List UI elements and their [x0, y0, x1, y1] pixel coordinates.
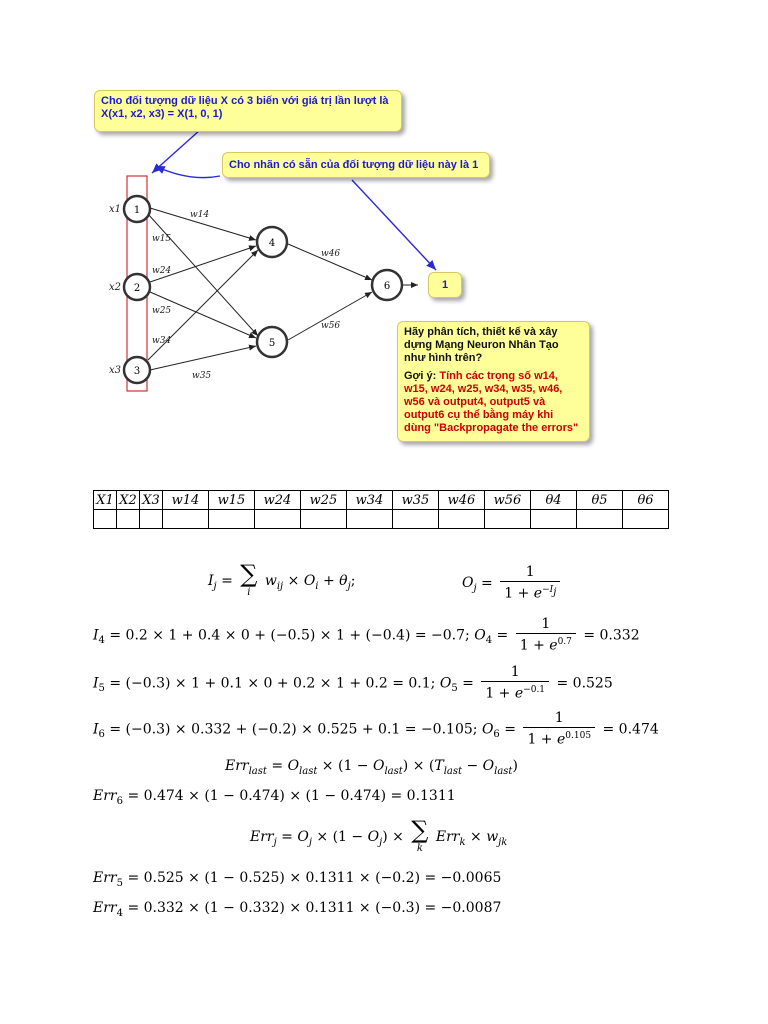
- svg-text:4: 4: [268, 238, 276, 249]
- equation-err6: Err$_6$ = 0.474 × (1 − 0.474) × (1 − 0.474) = 0.1311: [93, 788, 456, 807]
- svg-text:6: 6: [383, 281, 391, 292]
- node-1: [124, 196, 150, 222]
- table-cell: [347, 510, 393, 529]
- err6-body: = 0.474 × (1 − 0.474) × (1 − 0.474) = 0.1311: [127, 788, 456, 804]
- table-header: θ6: [623, 491, 669, 510]
- table-header-row: [94, 491, 669, 510]
- table-header: w25: [301, 491, 347, 510]
- table-header: w35: [393, 491, 439, 510]
- hint-prefix: Gợi ý:: [404, 370, 437, 382]
- o4-result: = 0.332: [583, 627, 640, 644]
- svg-text:1: 1: [133, 205, 141, 216]
- table-cell: [94, 510, 117, 529]
- table-header: w34: [347, 491, 393, 510]
- output-value-text: 1: [441, 279, 449, 291]
- formula-err-last: $Err_{last} = O_{last} \times (1 - O_{last}) \times (T_{last} - O_{last})$: [225, 758, 518, 777]
- table-cell: [485, 510, 531, 529]
- i5-body: = (−0.3) × 1 + 0.1 × 0 + 0.2 × 1 + 0.2 = 0.1;: [109, 675, 436, 692]
- o6-result: = 0.474: [602, 721, 659, 738]
- node-6: [372, 270, 402, 300]
- table-header: X1: [94, 491, 117, 510]
- table-header: w15: [209, 491, 255, 510]
- table-cell: [393, 510, 439, 529]
- i4-body: = 0.2 × 1 + 0.4 × 0 + (−0.5) × 1 + (−0.4) = −0.7;: [109, 627, 470, 644]
- table-header: θ5: [577, 491, 623, 510]
- formula-ij: $I_j$ = ∑ i $w_{ij} \times O_i + \theta_j$;: [208, 560, 356, 598]
- table-cell: [209, 510, 255, 529]
- table-cell: [439, 510, 485, 529]
- equation-err5: Err$_5$ = 0.525 × (1 − 0.525) × 0.1311 × (−0.2) = −0.0065: [93, 870, 502, 889]
- node-5: [257, 327, 287, 357]
- weight-label-w15: w15: [152, 234, 172, 244]
- formula-oj: $O_j$ = $\frac{1}{1 + e^{-I_j}}$: [462, 564, 563, 603]
- err4-body: = 0.332 × (1 − 0.332) × 0.1311 × (−0.3) = −0.0087: [127, 900, 502, 916]
- hint-text: Tính các trọng số w14, w15, w24, w25, w34, w35, w46, w56 và output4, output5 và output6 cụ thể bằng máy khi dùng "Backpropagate the errors": [404, 370, 579, 434]
- label-info-text: Cho nhãn có sẵn của đối tượng dữ liệu này là 1: [229, 159, 479, 171]
- table-cell: [623, 510, 669, 529]
- node-2: [124, 274, 150, 300]
- data-object-callout: [94, 90, 402, 132]
- table-header: w56: [485, 491, 531, 510]
- equation-err4: Err$_4$ = 0.332 × (1 − 0.332) × 0.1311 × (−0.3) = −0.0087: [93, 900, 502, 919]
- neural-network-diagram: [0, 0, 768, 470]
- table-header: w14: [163, 491, 209, 510]
- formula-err-j: $Err_j = O_j \times (1 - O_j)$ × ∑ k $Err_k \times w_{jk}$: [250, 816, 508, 854]
- weight-label-w46: w46: [321, 249, 341, 259]
- equation-i6-o6: $I_6 = (-0.3) \times 0.332 + (-0.2) \times 0.525 + 0.1 = -0.105$; $O_6$ = $\frac{1}{1 + e^{0.105}}$ = 0.474: [93, 710, 659, 748]
- weight-label-w14: w14: [190, 210, 210, 220]
- table-header: w24: [255, 491, 301, 510]
- table-header: X3: [140, 491, 163, 510]
- label-info-callout: [222, 152, 490, 178]
- task-callout: [397, 321, 590, 442]
- input-label-x1: x1: [109, 204, 122, 215]
- parameter-table: [93, 490, 669, 529]
- err5-body: = 0.525 × (1 − 0.525) × 0.1311 × (−0.2) = −0.0065: [127, 870, 502, 886]
- svg-text:5: 5: [268, 338, 276, 349]
- table-header: θ4: [531, 491, 577, 510]
- table-cell: [163, 510, 209, 529]
- o5-result: = 0.525: [556, 675, 613, 692]
- input-label-x2: x2: [109, 282, 122, 293]
- table-cell: [255, 510, 301, 529]
- output-value-box: [428, 272, 462, 298]
- weight-label-w35: w35: [192, 371, 212, 381]
- table-cell: [531, 510, 577, 529]
- node-3: [124, 357, 150, 383]
- equation-i4-o4: $I_4 = 0.2 \times 1 + 0.4 \times 0 + (-0.5) \times 1 + (-0.4) = -0.7$; $O_4$ = $\frac{1}{1 + e^{0.7}}$ = 0.332: [93, 616, 640, 654]
- table-header: X2: [117, 491, 140, 510]
- weight-label-w25: w25: [152, 306, 172, 316]
- table-header: w46: [439, 491, 485, 510]
- task-text: Hãy phân tích, thiết kế và xây dựng Mạng Neuron Nhân Tạo như hình trên?: [404, 326, 559, 364]
- equation-i5-o5: $I_5 = (-0.3) \times 1 + 0.1 \times 0 + 0.2 \times 1 + 0.2 = 0.1$; $O_5$ = $\frac{1}{1 + e^{-0.1}}$ = 0.525: [93, 664, 613, 702]
- input-label-x3: x3: [109, 365, 122, 376]
- weight-label-w56: w56: [321, 321, 341, 331]
- data-object-text: Cho đối tượng dữ liệu X có 3 biến với giá trị lần lượt là X(x1, x2, x3) = X(1, 0, 1): [101, 95, 389, 120]
- node-4: [257, 227, 287, 257]
- weight-label-w24: w24: [152, 266, 172, 276]
- i6-body: = (−0.3) × 0.332 + (−0.2) × 0.525 + 0.1 = −0.105;: [109, 721, 478, 738]
- table-cell: [577, 510, 623, 529]
- weight-label-w34: w34: [152, 336, 172, 346]
- svg-text:2: 2: [133, 283, 141, 294]
- table-cell: [117, 510, 140, 529]
- table-cell: [301, 510, 347, 529]
- table-cell: [140, 510, 163, 529]
- svg-text:3: 3: [133, 366, 141, 377]
- table-row: [94, 510, 669, 529]
